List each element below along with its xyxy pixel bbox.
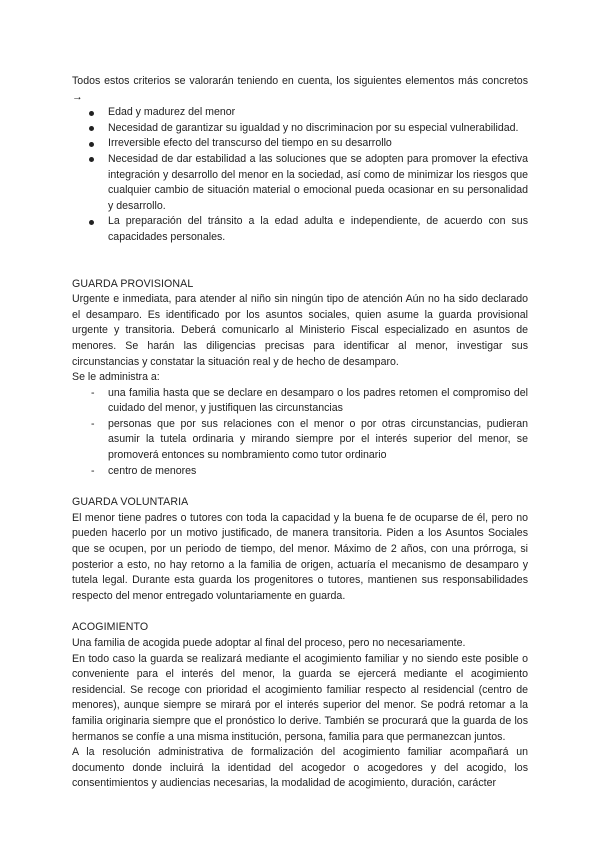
paragraph: Una familia de acogida puede adoptar al final del proceso, pero no necesariamente.: [72, 637, 466, 649]
list-item: - una familia hasta que se declare en desamparo o los padres retomen el compromiso del cuidado del menor, y justifiquen las circunstancias: [72, 386, 528, 417]
list-item: - personas que por sus relaciones con el menor o por otras circunstancias, pudieran asumir la tutela ordinaria y mirando siempre por el interés superior del menor, se promoverá entonces su nombramiento como tutor ordinario: [72, 417, 528, 464]
paragraph: Se le administra a:: [72, 371, 160, 384]
administration-list: [72, 386, 528, 480]
list-item: La preparación del tránsito a la edad adulta e independiente, de acuerdo con sus capacidades personales.: [72, 214, 528, 245]
criteria-list: [72, 105, 528, 245]
spacer: [72, 604, 528, 620]
spacer: [72, 479, 528, 495]
paragraph: A la resolución administrativa de formalización del acogimiento familiar acompañará un documento donde incluirá la identidad del acogedor o acogedores y del acogido, los consentimientos y audiencias necesarias, la modalidad de acogimiento, duración, carácter: [72, 746, 528, 790]
paragraph: El menor tiene padres o tutores con toda la capacidad y la buena fe de ocuparse de él, pero no pueden hacerlo por un motivo justificado, de manera transitoria. Piden a los Asuntos Sociales que se ocupen, por un periodo de tiempo, del menor. Máximo de 2 años, con una prórroga, si posterior a esto, no hay retorno a la familia de origen, actuaría el mecanismo de desamparo y tutela legal. Durante esta guarda los progenitores o tutores, mantienen sus responsabilidades respecto del menor entregado voluntariamente en guarda.: [72, 511, 528, 602]
document-body: [72, 74, 528, 792]
intro-text: Todos estos criterios se valorarán teniendo en cuenta, los siguientes elementos más concretos →: [72, 75, 528, 103]
list-item: Necesidad de garantizar su igualdad y no discriminacion por su especial vulnerabilidad.: [72, 121, 528, 137]
paragraph: En todo caso la guarda se realizará mediante el acogimiento familiar y no siendo este posible o conveniente para el interés del menor, la guarda se ejercerá mediante el acogimiento residencial. Se recoge con prioridad el acogimiento familiar respecto al residencial (centro de menores), aunque siempre se mirará por el interés superior del menor. Se podrá retomar a la familia originaria siempre que el pronóstico lo derive. También se procurará que la guarda de los hermanos se confíe a una misma institución, persona, familia para que permanezcan juntos.: [72, 652, 528, 743]
spacer: [72, 246, 528, 277]
section-heading-guarda-provisional: GUARDA PROVISIONAL: [72, 277, 194, 290]
list-item: - centro de menores: [72, 464, 528, 480]
list-item: Irreversible efecto del transcurso del tiempo en su desarrollo: [72, 136, 528, 152]
paragraph: Urgente e inmediata, para atender al niño sin ningún tipo de atención Aún no ha sido declarado el desamparo. Es identificado por los asuntos sociales, quien asume la guarda provisional urgente y transitoria. Deberá comunicarlo al Ministerio Fiscal especializado en asuntos de menores. Se harán las diligencias precisas para identificar al menor, investigar sus circunstancias y constatar la situación real y de hecho de desamparo.: [72, 293, 528, 368]
section-heading-acogimiento: ACOGIMIENTO: [72, 621, 149, 634]
list-item: Necesidad de dar estabilidad a las soluciones que se adopten para promover la efectiva integración y desarrollo del menor en la sociedad, así como de minimizar los riesgos que cualquier cambio de situación material o emocional pueda ocasionar en su personalidad y desarrollo.: [72, 152, 528, 214]
list-item: Edad y madurez del menor: [72, 105, 528, 121]
section-heading-guarda-voluntaria: GUARDA VOLUNTARIA: [72, 496, 189, 509]
